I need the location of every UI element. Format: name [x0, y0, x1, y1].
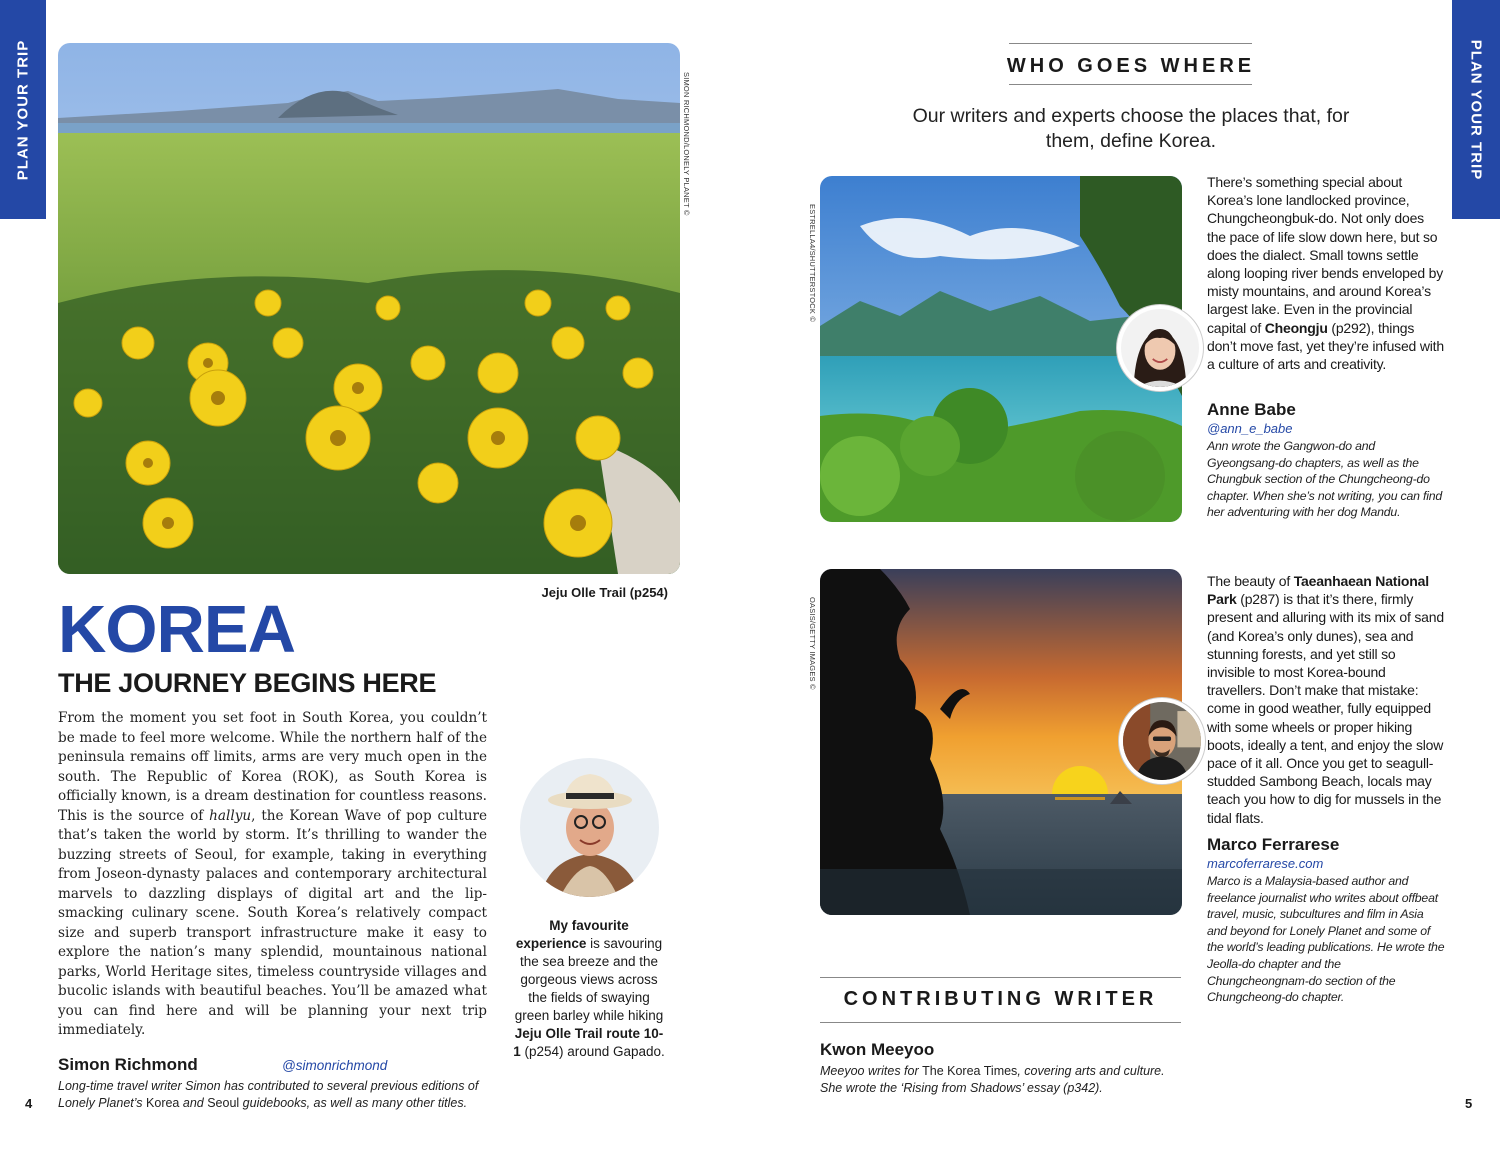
writer-1-bio: Ann wrote the Gangwon-do and Gyeongsang-do chapters, as well as the Chungbuk section of the Chungcheong-do chapter. When she’s not writing, you can find her adventuring with her dog Mandu.: [1207, 439, 1443, 520]
author-bio-1: Long-time travel writer Simon has contributed to several previous editions of Lonely Planet’s: [58, 1079, 479, 1110]
photo-credit-writer-1: ESTRELLA4/SHUTTERSTOCK ©: [808, 204, 817, 323]
photo-credit-writer-2: OASIS/GETTY IMAGES ©: [808, 597, 817, 690]
author-bio-2: and: [179, 1095, 208, 1110]
contributing-bio-publication: The Korea Times: [922, 1064, 1018, 1078]
writer-1-body-1: There’s something special about Korea’s lone landlocked province, Chungcheongbuk-do. Not only does the pace of life slow down here, but so does the dialect. Small towns settle along looping river bends enveloped by misty mountains, and around Korea’s largest lake. Even in the provincial capital of: [1207, 174, 1444, 336]
author-bio-3: guidebooks, as well as many other titles.: [239, 1095, 468, 1110]
author-name: Simon Richmond: [58, 1055, 198, 1074]
contributing-writer-heading: CONTRIBUTING WRITER: [843, 988, 1158, 1010]
contributing-bio-1: Meeyoo writes for: [820, 1064, 923, 1078]
author-bio-korea: Korea: [146, 1095, 180, 1110]
contributing-writer-name: Kwon Meeyoo: [820, 1040, 935, 1059]
plan-your-trip-tab-left: [0, 0, 46, 219]
writer-2-website-link[interactable]: marcoferrarese.com: [1207, 856, 1324, 871]
contributing-bio-2: , covering arts and culture. She wrote the ‘Rising from Shadows’ essay (p342).: [820, 1064, 1165, 1095]
author-handle-link[interactable]: @simonrichmond: [282, 1058, 388, 1073]
tagline: Our writers and experts choose the places that, for them, define Korea.: [912, 105, 1350, 152]
intro-text-2: , the Korean Wave of pop culture that’s taken the world by storm. It’s thrilling to wander the buzzing streets of Seoul, for example, taking in everything from Joseon-dynasty palaces and contemporary architectural marvels to dazzling displays of digital art and the lip-smacking culinary scene. South Korea’s relatively compact size and superb transport infrastructure make it easy to explore the nation’s many splendid, mountainous national parks, World Heritage sites, timeless countryside villages and bucolic islands with beautiful beaches. You’ll be amazed what you can find here and will be planning your next trip immediately.: [58, 807, 487, 1038]
writer-1-body-2: (p292), things don’t move fast, yet they’re infused with a culture of arts and creativity.: [1207, 319, 1444, 373]
tab-label-left: PLAN YOUR TRIP: [14, 39, 32, 180]
writer-1-body: [1207, 173, 1445, 373]
section-rule-top: [1009, 43, 1252, 44]
page-title: KOREA: [58, 592, 295, 667]
author-bio: [58, 1078, 498, 1111]
anne-babe-avatar: [1117, 305, 1203, 391]
photo-caption: Jeju Olle Trail (p254): [541, 585, 668, 600]
writer-1-cheongju: Cheongju: [1264, 319, 1328, 336]
intro-paragraph: [58, 709, 487, 1041]
section-rule-bottom: [1009, 84, 1252, 85]
writer-2-bio: Marco is a Malaysia-based author and freelance journalist who writes about offbeat travel, music, subcultures and film in Asia and beyond for Lonely Planet and some of the world’s leading publications. He wrote the Jeolla-do chapter and the Chungcheongnam-do section of the Chungcheong-do chapter.: [1207, 874, 1445, 1005]
contributing-rule-top: [820, 977, 1181, 978]
writer-2-body-1: The beauty of: [1207, 573, 1294, 589]
page-number-left: 4: [25, 1096, 33, 1111]
favourite-text-2: (p254) around Gapado.: [520, 1044, 665, 1059]
favourite-trail: Jeju Olle Trail route 10-1: [513, 1026, 664, 1059]
marco-ferrarese-avatar: [1119, 698, 1205, 784]
writer-2-name: Marco Ferrarese: [1207, 835, 1340, 854]
plan-your-trip-tab-right: [1452, 0, 1500, 219]
author-bio-seoul: Seoul: [207, 1095, 240, 1110]
writer-2-taeanhaean: Taeanhaean National Park: [1207, 573, 1429, 608]
page-number-right: 5: [1465, 1096, 1473, 1111]
who-goes-where-heading: WHO GOES WHERE: [1006, 55, 1256, 77]
favourite-lead: My favourite experience: [515, 918, 629, 951]
page-subtitle: THE JOURNEY BEGINS HERE: [58, 668, 437, 698]
favourite-text-1: is savouring the sea breeze and the gorgeous views across the fields of swaying green barley while hiking: [514, 936, 664, 1023]
jeju-olle-trail-photo: [58, 43, 680, 574]
writer-2-body: [1207, 572, 1445, 827]
writer-2-body-2: (p287) is that it’s there, firmly present and alluring with its mix of sand (and Korea’s only dunes), sea and stunning forests, and yet still so invisible to most Korea-bound travellers. Don’t make that mistake: come in good weather, fully equipped with some wheels or proper hiking boots, ideally a tent, and enjoy the slow pace of it all. Once you get to seagull-studded Sambong Beach, locals may teach you how to dig for mussels in the tidal flats.: [1207, 591, 1444, 826]
tab-label-right: PLAN YOUR TRIP: [1467, 39, 1485, 180]
author-avatar: [520, 758, 659, 897]
photo-credit-left: SIMON RICHMOND/LONELY PLANET ©: [682, 72, 691, 216]
writer-1-handle-link[interactable]: @ann_e_babe: [1207, 421, 1293, 436]
intro-text-1: From the moment you set foot in South Korea, you couldn’t be made to feel more welcome. While the northern half of the peninsula remains off limits, arms are very much open in the south. The Republic of Korea (ROK), as South Korea is officially known, is a dream destination for countless reasons. This is the source of: [58, 710, 487, 824]
favourite-experience: [513, 917, 665, 1061]
intro-hallyu: hallyu: [209, 807, 252, 824]
writer-1-name: Anne Babe: [1207, 400, 1296, 419]
contributing-writer-bio: [820, 1063, 1180, 1096]
contributing-rule-bottom: [820, 1022, 1181, 1023]
